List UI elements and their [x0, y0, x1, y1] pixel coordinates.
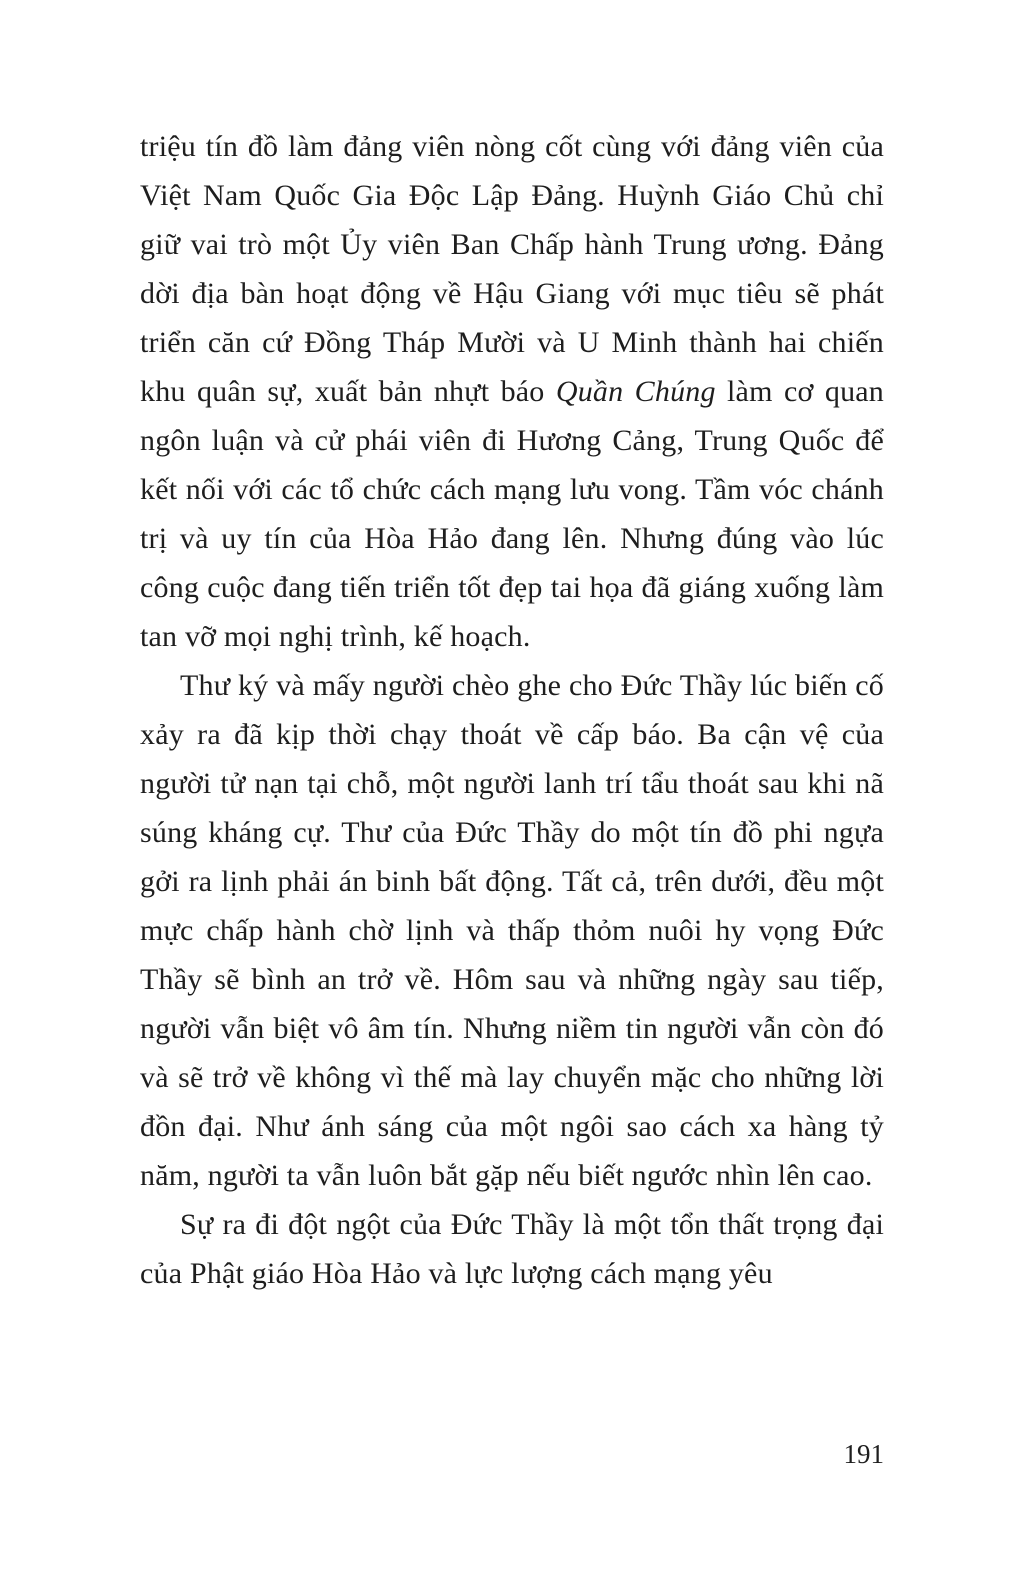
paragraph-1	[140, 122, 884, 661]
paragraph-1-text-before-italic: triệu tín đồ làm đảng viên nòng cốt cùng với đảng viên của Việt Nam Quốc Gia Độc Lập Đảng. Huỳnh Giáo Chủ chỉ giữ vai trò một Ủy viên Ban Chấp hành Trung ương. Đảng dời địa bàn hoạt động về Hậu Giang với mục tiêu sẽ phát triển căn cứ Đồng Tháp Mười và U Minh thành hai chiến khu quân sự, xuất bản nhựt báo	[140, 130, 884, 408]
paragraph-1-text-after-italic: làm cơ quan ngôn luận và cử phái viên đi Hương Cảng, Trung Quốc để kết nối với các tổ chức cách mạng lưu vong. Tầm vóc chánh trị và uy tín của Hòa Hảo đang lên. Nhưng đúng vào lúc công cuộc đang tiến triển tốt đẹp tai họa đã giáng xuống làm tan vỡ mọi nghị trình, kế hoạch.	[140, 375, 884, 653]
paragraph-2: Thư ký và mấy người chèo ghe cho Đức Thầy lúc biến cố xảy ra đã kịp thời chạy thoát về cấp báo. Ba cận vệ của người tử nạn tại chỗ, một người lanh trí tẩu thoát sau khi nã súng kháng cự. Thư của Đức Thầy do một tín đồ phi ngựa gởi ra lịnh phải án binh bất động. Tất cả, trên dưới, đều một mực chấp hành chờ lịnh và thấp thỏm nuôi hy vọng Đức Thầy sẽ bình an trở về. Hôm sau và những ngày sau tiếp, người vẫn biệt vô âm tín. Nhưng niềm tin người vẫn còn đó và sẽ trở về không vì thế mà lay chuyển mặc cho những lời đồn đại. Như ánh sáng của một ngôi sao cách xa hàng tỷ năm, người ta vẫn luôn bắt gặp nếu biết ngước nhìn lên cao.	[140, 669, 884, 1192]
paragraph-1-italic-title: Quần Chúng	[555, 375, 716, 408]
paragraph-3: Sự ra đi đột ngột của Đức Thầy là một tổn thất trọng đại của Phật giáo Hòa Hảo và lực lượng cách mạng yêu	[140, 1208, 884, 1290]
page-number: 191	[843, 1439, 884, 1469]
body-text-block	[140, 122, 884, 1298]
